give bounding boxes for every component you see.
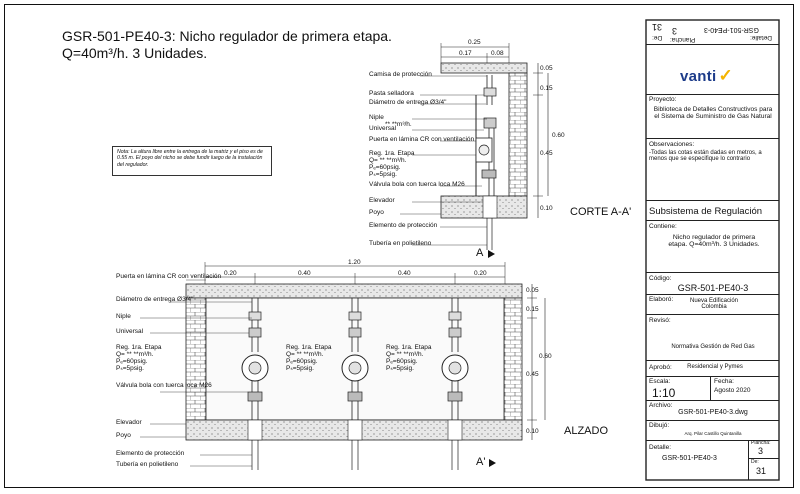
- elev-label-puerta: Puerta en lámina CR con ventilación: [116, 273, 222, 280]
- tb-detalle2-label: Detalle:: [649, 444, 672, 451]
- tb-plancha2-label: Plancha:: [751, 440, 771, 446]
- svg-text:Reg. 1ra. Etapa: Reg. 1ra. Etapa: [386, 344, 432, 351]
- svg-text:Q= ** **m³/h.: Q= ** **m³/h.: [116, 351, 154, 358]
- section-label-flow: ** **m³/h.: [385, 121, 412, 128]
- tb-de-rot-value: 31: [652, 22, 663, 32]
- section-title: CORTE A-A': [570, 206, 632, 218]
- section-marker-arrow: [488, 250, 495, 258]
- section-label-puerta: Puerta en lámina CR con ventilación: [369, 136, 475, 143]
- tb-obs-value: -Todas las cotas están dadas en metros, a menos que se especifique lo contrario: [649, 150, 762, 162]
- tb-detalle-rot-value: GSR-501-PE40-3: [704, 26, 759, 33]
- tb-subsistema: Subsistema de Regulación: [649, 206, 763, 217]
- tb-fecha-label: Fecha:: [714, 378, 734, 385]
- elev-label-tuberia: Tubería en polietileno: [116, 461, 179, 468]
- section-dim-right-0: 0.05: [540, 65, 553, 72]
- elev-dim-right-1: 0.15: [526, 306, 539, 313]
- elev-label-niple: Niple: [116, 313, 131, 320]
- section-view: [369, 39, 631, 259]
- elev-label-elevador: Elevador: [116, 419, 142, 426]
- elev-dim-right-3: 0.45: [526, 371, 539, 378]
- tb-obs-label: Observaciones:: [649, 141, 695, 148]
- section-ball-valve: [482, 170, 496, 178]
- section-regulator-body: [479, 145, 489, 155]
- title-line-2: Q=40m³/h. 3 Unidades.: [62, 45, 208, 61]
- tb-codigo-value: GSR-501-PE40-3: [677, 283, 749, 293]
- tb-proyecto-value: Biblioteca de Detalles Constructivos para el Sistema de Suministro de Gas Natural: [653, 106, 773, 120]
- section-marker: A: [476, 247, 484, 259]
- tb-elaboro-label: Elaboró:: [649, 296, 674, 303]
- elev-left-wall: [186, 298, 206, 420]
- section-dim-right-1: 0.15: [540, 85, 553, 92]
- tb-aprobo-label: Aprobó:: [649, 364, 672, 371]
- elev-dim-right-0: 0.05: [526, 287, 539, 294]
- elevation-view: [116, 259, 608, 470]
- tb-contiene-value: Nicho regulador de primera etapa. Q=40m³/h. 3 Unidades.: [668, 234, 760, 248]
- elev-dim-top-3: 0.20: [474, 270, 487, 277]
- section-label-pasta: Pasta selladora: [369, 90, 414, 97]
- section-label-camisa: Camisa de protección: [369, 71, 432, 78]
- svg-text:Reg. 1ra. Etapa: Reg. 1ra. Etapa: [286, 344, 332, 351]
- section-dim-right-4: 0.10: [540, 205, 553, 212]
- titleblock: [646, 20, 779, 480]
- note-box: Nota: La altura libre entre la entrega de la matriz y el piso es de 0.55 m. El poyo del nicho se debe fundir luego de la instalación del regulador.: [112, 146, 272, 176]
- elev-dim-total: 1.20: [348, 259, 361, 266]
- section-label-poyo: Poyo: [369, 209, 384, 216]
- section-back-wall: [509, 73, 527, 196]
- svg-text:Pₑ=60psig.: Pₑ=60psig.: [386, 358, 418, 365]
- section-poly-pipe: [487, 218, 492, 250]
- elev-dim-top-2: 0.40: [398, 270, 411, 277]
- elev-label-universal: Universal: [116, 328, 144, 335]
- tb-contiene-label: Contiene:: [649, 223, 677, 230]
- tb-archivo-value: GSR-501-PE40-3.dwg: [678, 409, 748, 416]
- elevation-marker: A': [476, 456, 486, 468]
- section-dim-right-2: 0.60: [552, 132, 565, 139]
- svg-text:Q= ** **m³/h.: Q= ** **m³/h.: [286, 351, 324, 358]
- elev-label-valvula: Válvula bola con tuerca loca M26: [116, 382, 212, 389]
- svg-text:Reg. 1ra. Etapa: Reg. 1ra. Etapa: [116, 344, 162, 351]
- tb-plancha-rot-value: 3: [672, 26, 678, 36]
- section-label-q: Q= ** **m³/h.: [369, 157, 407, 164]
- tb-codigo-label: Código:: [649, 275, 672, 282]
- vanti-logo: [680, 66, 733, 86]
- elevation-title: ALZADO: [564, 425, 609, 437]
- svg-text:Q= ** **m³/h.: Q= ** **m³/h.: [386, 351, 424, 358]
- section-union: [484, 88, 496, 96]
- section-label-pe: Pₑ=60psig.: [369, 164, 401, 171]
- section-sleeve: [483, 196, 497, 218]
- tb-plancha-rot-label: Plancha:: [670, 36, 696, 43]
- section-top-slab: [441, 63, 527, 73]
- brand-name: vanti: [680, 68, 717, 85]
- tb-detalle2-value: GSR-501-PE40-3: [662, 455, 717, 462]
- svg-text:Pₛ=5psig.: Pₛ=5psig.: [286, 365, 314, 372]
- tb-de-rot-label: De:: [652, 34, 663, 41]
- title-line-1: GSR-501-PE40-3: Nicho regulador de primera etapa.: [62, 28, 392, 44]
- tb-archivo-label: Archivo:: [649, 402, 673, 409]
- tb-proyecto-label: Proyecto:: [649, 96, 677, 103]
- elev-label-diametro: Diámetro de entrega Ø3/4": [116, 296, 194, 303]
- section-label-niple: Niple: [369, 114, 384, 121]
- tb-escala-value: 1:10: [652, 386, 676, 400]
- section-label-ps: Pₛ=5psig.: [369, 171, 397, 178]
- section-universal: [484, 118, 496, 128]
- tb-fecha-value: Agosto 2020: [714, 387, 751, 394]
- section-label-elemento: Elemento de protección: [369, 222, 438, 229]
- section-label-reg: Reg. 1ra. Etapa: [369, 150, 415, 157]
- tb-escala-label: Escala:: [649, 378, 671, 385]
- brand-check-icon: ✓: [718, 66, 734, 85]
- svg-text:Pₑ=60psig.: Pₑ=60psig.: [286, 358, 318, 365]
- tb-dibujo-value: Arq. Pilar Castillo Quintanilla: [684, 431, 742, 436]
- tb-de2-label: De:: [751, 459, 759, 465]
- elev-dim-top-0: 0.20: [224, 270, 237, 277]
- section-label-diametro: Diámetro de entrega Ø3/4": [369, 99, 447, 106]
- tb-reviso-label: Revisó:: [649, 317, 671, 324]
- section-dim-top-2: 0.08: [491, 50, 504, 57]
- elev-dim-top-1: 0.40: [298, 270, 311, 277]
- section-label-valvula: Válvula bola con tuerca loca M26: [369, 181, 465, 188]
- svg-text:Pₛ=5psig.: Pₛ=5psig.: [116, 365, 144, 372]
- tb-plancha2-value: 3: [758, 446, 764, 456]
- tb-de2-value: 31: [756, 466, 767, 476]
- section-dim-top-1: 0.17: [459, 50, 472, 57]
- tb-reviso-value: Normativa Gestión de Red Gas: [671, 344, 755, 350]
- section-label-tuberia: Tubería en polietileno: [369, 240, 432, 247]
- elev-label-elemento: Elemento de protección: [116, 450, 185, 457]
- elev-label-poyo: Poyo: [116, 432, 131, 439]
- elev-reg-callout-1: [116, 344, 162, 372]
- tb-aprobo-value: Residencial y Pymes: [687, 364, 743, 370]
- section-label-elevador: Elevador: [369, 197, 395, 204]
- elev-right-wall: [504, 298, 522, 420]
- section-label-universal: Universal: [369, 125, 397, 132]
- section-dim-top-0: 0.25: [468, 39, 481, 46]
- tb-detalle-rot-label: Detalle:: [750, 34, 773, 41]
- section-dim-right-3: 0.45: [540, 150, 553, 157]
- tb-elaboro-value: Nueva Edificación Colombia: [689, 298, 739, 310]
- svg-text:Pₑ=60psig.: Pₑ=60psig.: [116, 358, 148, 365]
- svg-text:Pₛ=5psig.: Pₛ=5psig.: [386, 365, 414, 372]
- elev-dim-right-4: 0.10: [526, 428, 539, 435]
- elev-top-slab: [186, 284, 522, 298]
- elev-dim-right-2: 0.60: [539, 353, 552, 360]
- tb-dibujo-label: Dibujó:: [649, 422, 670, 429]
- elev-poly-pipes: [252, 440, 458, 470]
- elevation-marker-arrow: [489, 459, 496, 467]
